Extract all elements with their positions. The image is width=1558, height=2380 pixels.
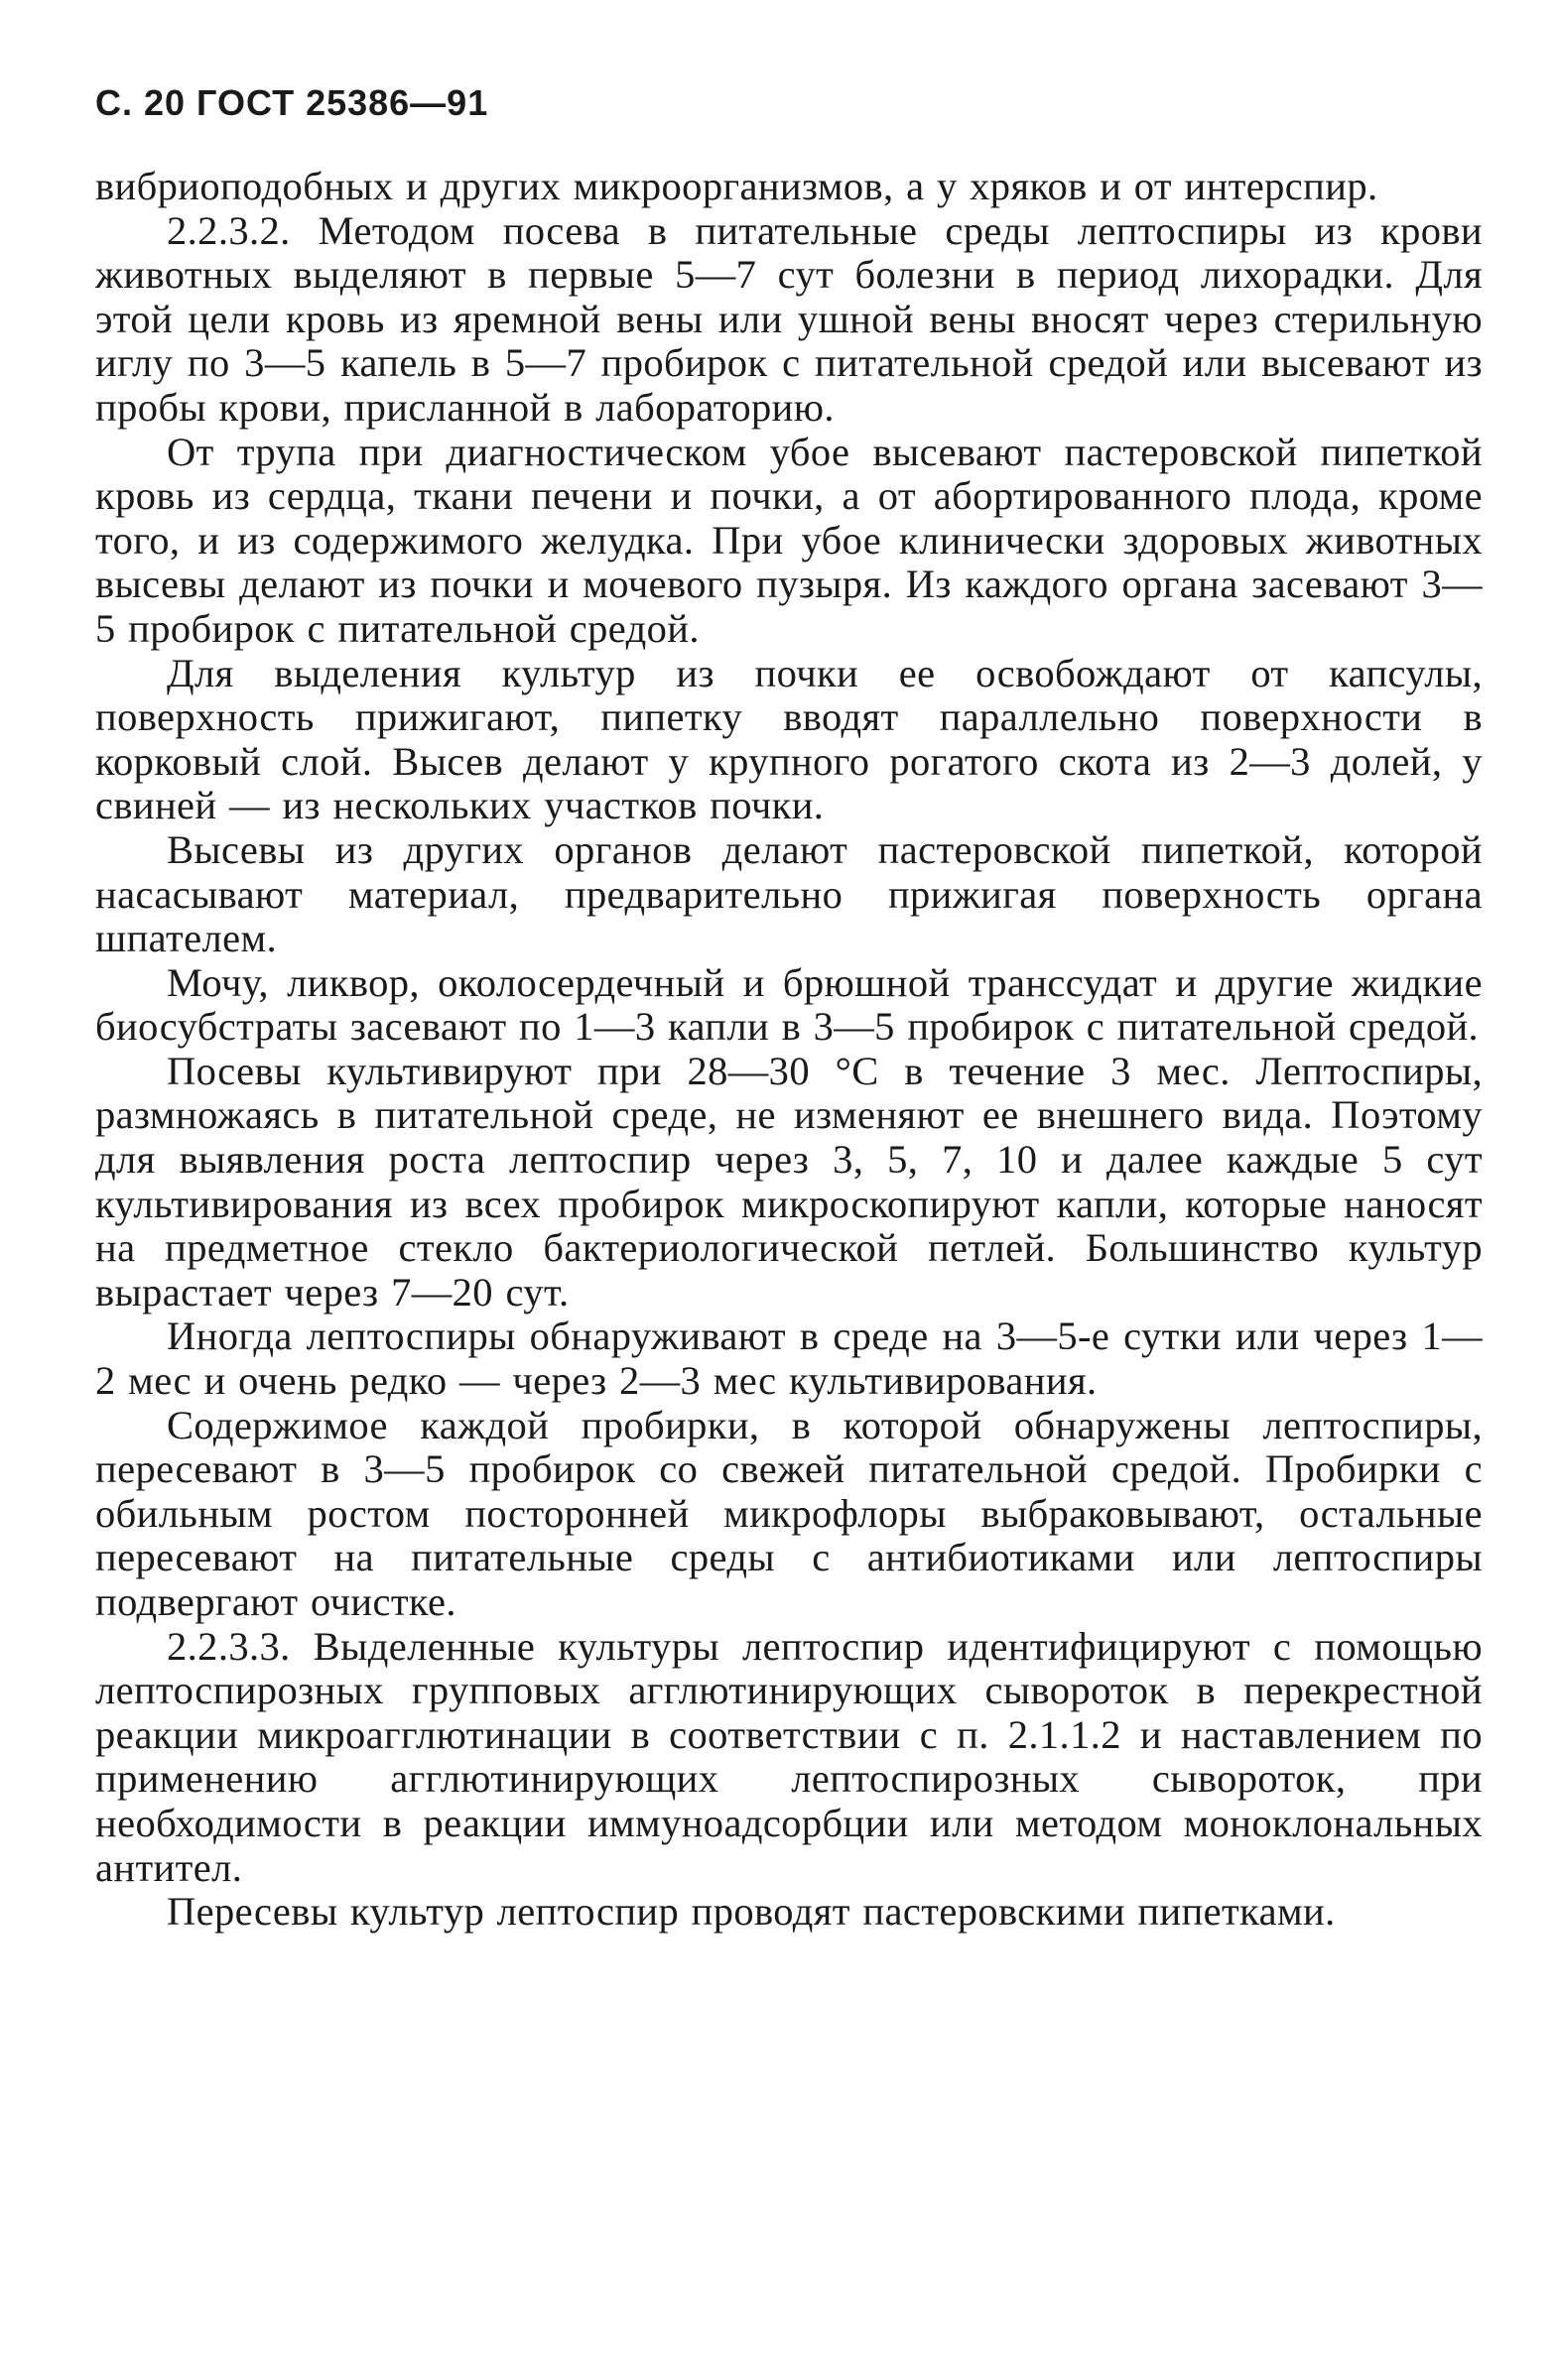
paragraph-continuation: вибриоподобных и других микроорганизмов, а у хряков и от интерспир. [95,164,1378,208]
document-page [95,81,1483,1935]
paragraph-detection-timing: Иногда лептоспиры обнаруживают в среде на 3—5-е сутки или через 1—2 мес и очень редко — через 2—3 мес культивирования. [95,1314,1483,1404]
body-text [95,165,1483,1935]
paragraph-2-2-3-2: 2.2.3.2. Методом посева в питательные среды лептоспиры из крови животных выделяют в первые 5—7 сут болезни в период лихорадки. Для этой цели кровь из яремной вены или ушной вены вносят через стерильную иглу по 3—5 капель в 5—7 пробирок с питательной средой или высевают из пробы крови, присланной в лабораторию. [95,207,1483,430]
paragraph-kidney-cultures: Для выделения культур из почки ее освобождают от капсулы, поверхность прижигают, пипетку вводят параллельно поверхности в корковый слой. Высев делают у крупного рогатого скота из 2—3 долей, у свиней — из нескольких участков почки. [95,650,1483,828]
paragraph-liquid-biosubstrates: Мочу, ликвор, околосердечный и брюшной транссудат и другие жидкие биосубстраты засевают по 1—3 капли в 3—5 пробирок с питательной средой. [95,959,1483,1050]
paragraph-2-2-3-3: 2.2.3.3. Выделенные культуры лептоспир идентифицируют с помощью лептоспирозных групповых агглютинирующих сывороток в перекрестной реакции микроагглютинации в соответствии с п. 2.1.1.2 и наставлением по применению агглютинирующих лептоспирозных сывороток, при необходимости в реакции иммуноадсорбции или методом моноклональных антител. [95,1623,1483,1890]
paragraph-subculturing: Содержимое каждой пробирки, в которой обнаружены лептоспиры, пересевают в 3—5 пробирок со свежей питательной средой. Пробирки с обильным ростом посторонней микрофлоры выбраковывают, остальные пересевают на питательные среды с антибиотиками или лептоспиры подвергают очистке. [95,1402,1483,1624]
paragraph-pipette-transfers: Пересевы культур лептоспир проводят пастеровскими пипетками. [167,1889,1336,1935]
running-header: С. 20 ГОСТ 25386—91 [95,82,489,123]
paragraph-cultivation: Посевы культивируют при 28—30 °С в течение 3 мес. Лептоспиры, размножаясь в питательной среде, не изменяют ее внешнего вида. Поэтому для выявления роста лептоспир через 3, 5, 7, 10 и далее каждые 5 сут культивирования из всех пробирок микроскопируют капли, которые наносят на предметное стекло бактериологической петлей. Большинство культур вырастает через 7—20 сут. [95,1048,1483,1315]
paragraph-carcass-sampling: От трупа при диагностическом убое высевают пастеровской пипеткой кровь из сердца, ткани печени и почки, а от абортированного плода, кроме того, и из содержимого желудка. При убое клинически здоровых животных высевы делают из почки и мочевого пузыря. Из каждого органа засевают 3—5 пробирок с питательной средой. [95,429,1483,651]
paragraph-other-organs: Высевы из других органов делают пастеровской пипеткой, которой насасывают материал, предварительно прижигая поверхность органа шпателем. [95,826,1483,961]
